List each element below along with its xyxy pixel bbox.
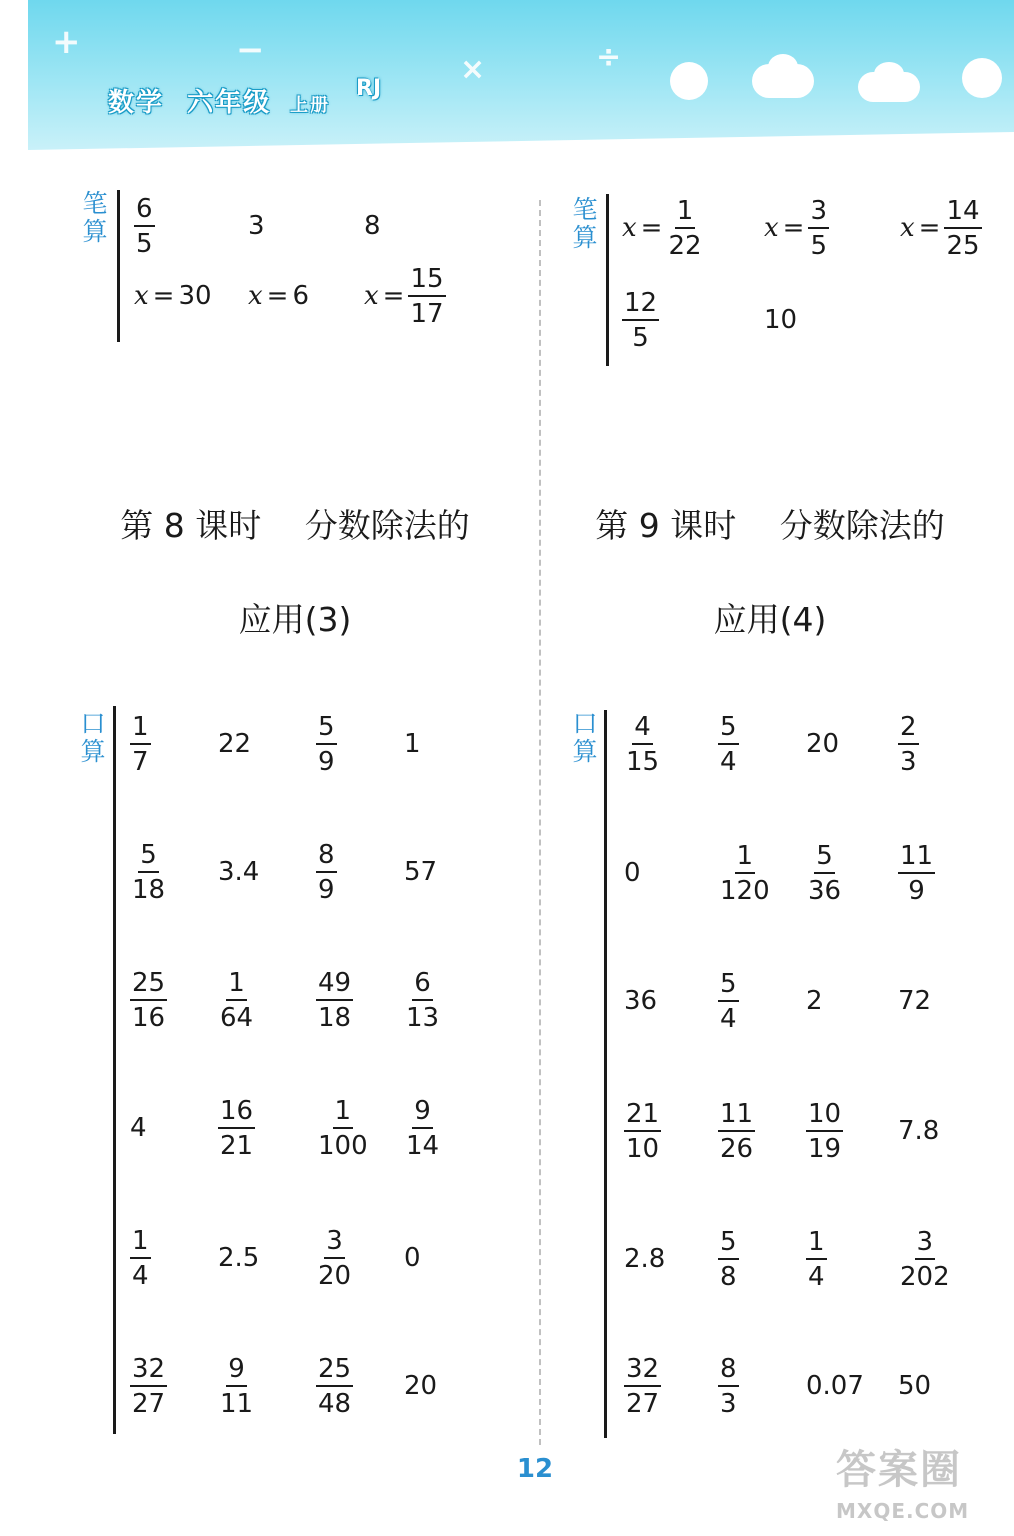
answer-cell [404,832,437,912]
lesson-title: 第 9 课时 分数除法的 [595,506,945,545]
numerator: 11 [718,1101,755,1132]
answer-cell [218,1218,259,1298]
answer-cell [404,960,441,1040]
numerator: 8 [316,842,337,873]
denominator: 120 [720,875,770,906]
numerator: 49 [316,970,353,1001]
numerator: 15 [408,266,445,297]
answer-cell [364,256,446,336]
divide-symbol: ÷ [596,40,622,75]
answer-cell [134,186,155,266]
denominator: 48 [318,1388,352,1419]
answer-cell [404,1346,437,1426]
answer-cell [218,704,251,784]
answer-cell [624,1219,665,1299]
numerator: 1 [226,970,247,1001]
cloud-shape [874,62,904,86]
fraction [624,1098,661,1164]
answer-cell [764,188,829,268]
fraction [408,263,445,329]
plus-symbol: + [52,22,81,62]
answer-value: 4 [130,1113,147,1143]
variable-x: x [248,281,263,311]
answer-cell [316,960,353,1040]
answer-cell [718,833,772,913]
numerator: 1 [130,1228,151,1259]
fraction [316,839,337,905]
bracket-line [604,710,607,1438]
answer-cell [316,1088,370,1168]
numerator: 5 [718,1229,739,1260]
fraction [944,195,981,261]
fraction [316,711,337,777]
equals-sign: = [640,213,663,243]
denominator: 9 [908,875,925,906]
answer-cell [130,704,151,784]
answer-value: 22 [218,729,252,759]
answer-value: 6 [292,281,310,311]
sun-circle [670,62,708,100]
fraction [130,839,167,905]
denominator: 4 [132,1260,149,1291]
answer-value: 20 [806,729,840,759]
variable-x: x [900,213,915,243]
answer-value: 0.07 [806,1371,864,1401]
denominator: 100 [318,1130,368,1161]
answer-cell [404,1088,441,1168]
answer-cell [218,960,255,1040]
answer-cell [718,961,739,1041]
denominator: 5 [136,228,153,259]
fraction [130,1353,167,1419]
answer-cell [718,1219,739,1299]
numerator: 3 [915,1229,936,1260]
fraction [806,1098,843,1164]
answer-cell [622,280,659,360]
fraction [666,195,703,261]
watermark-logo [836,1438,1006,1530]
book-title [108,82,330,119]
answer-cell [218,1346,255,1426]
fraction [718,840,772,906]
numerator: 9 [412,1098,433,1129]
denominator: 27 [132,1388,166,1419]
written-calc-label [80,190,110,246]
denominator: 5 [632,322,649,353]
answer-cell [316,832,337,912]
answer-cell [404,1218,421,1298]
answer-cell [218,1088,255,1168]
answer-cell [898,833,935,913]
watermark-text: 答案圈 [836,1447,962,1493]
answer-value: 30 [178,281,212,311]
answer-cell [130,1088,147,1168]
denominator: 202 [900,1261,950,1292]
cloud-shape [962,58,1002,98]
numerator: 14 [944,198,981,229]
denominator: 3 [720,1388,737,1419]
numerator: 1 [806,1229,827,1260]
answer-cell [806,833,843,913]
lesson-title: 第 8 课时 分数除法的 [120,506,470,545]
fraction [130,711,151,777]
answer-cell [718,1346,739,1426]
answer-cell [806,961,823,1041]
variable-x: x [764,213,779,243]
fraction [218,1095,255,1161]
denominator: 16 [132,1002,166,1033]
denominator: 18 [132,874,166,905]
fraction [718,711,739,777]
answer-value: 36 [624,986,658,1016]
denominator: 25 [946,230,980,261]
answer-value: 0 [624,858,641,888]
denominator: 4 [720,746,737,777]
minus-symbol: − [236,30,265,70]
answer-cell [718,1091,755,1171]
label-char: 口 [80,709,106,738]
oral-calc-label [570,710,600,766]
denominator: 13 [406,1002,440,1033]
fraction [624,1353,661,1419]
equals-sign: = [782,213,805,243]
answer-cell [898,961,931,1041]
answer-cell [806,1346,864,1426]
fraction [316,967,353,1033]
fraction [806,840,843,906]
numerator: 16 [218,1098,255,1129]
numerator: 25 [316,1356,353,1387]
numerator: 6 [134,196,155,227]
answer-cell [900,188,982,268]
denominator: 3 [900,746,917,777]
fraction [130,967,167,1033]
subject-label: 数学 [108,88,165,118]
column-divider [539,200,541,1445]
denominator: 11 [220,1388,254,1419]
label-char: 算 [82,217,108,246]
denominator: 9 [318,874,335,905]
answer-value: 2.8 [624,1244,666,1274]
answer-cell [316,704,337,784]
denominator: 9 [318,746,335,777]
fraction [624,711,661,777]
answer-cell [624,833,641,913]
numerator: 5 [718,714,739,745]
oral-calc-label [78,710,108,766]
numerator: 8 [718,1356,739,1387]
numerator: 25 [130,970,167,1001]
answer-cell [806,704,839,784]
cloud-shape [768,54,798,80]
denominator: 18 [318,1002,352,1033]
numerator: 1 [675,198,696,229]
watermark-url: MXQE.COM [836,1499,970,1523]
fraction [130,1225,151,1291]
fraction [898,840,935,906]
answer-cell [898,1346,931,1426]
answer-value: 1 [404,729,421,759]
denominator: 22 [668,230,702,261]
denominator: 20 [318,1260,352,1291]
fraction [134,193,155,259]
variable-x: x [134,281,149,311]
numerator: 5 [138,842,159,873]
denominator: 14 [406,1130,440,1161]
denominator: 64 [220,1002,254,1033]
label-char: 笔 [82,189,108,218]
answer-cell [130,1346,167,1426]
times-symbol: × [460,52,486,87]
denominator: 36 [808,875,842,906]
fraction [316,1225,353,1291]
lesson-subtitle: 应用(4) [713,600,827,639]
numerator: 5 [814,843,835,874]
page-number: 12 [516,1454,554,1484]
fraction [718,968,739,1034]
equals-sign: = [918,213,941,243]
denominator: 15 [626,746,660,777]
equals-sign: = [152,281,175,311]
fraction [218,1353,255,1419]
numerator: 1 [735,843,756,874]
answer-cell [130,960,167,1040]
fraction [808,195,829,261]
fraction [622,287,659,353]
numerator: 21 [624,1101,661,1132]
answer-cell [624,961,657,1041]
denominator: 4 [720,1003,737,1034]
variable-x: x [622,213,637,243]
answer-cell [404,704,421,784]
answer-cell [130,832,167,912]
fraction [404,1095,441,1161]
fraction [404,967,441,1033]
fraction [218,967,255,1033]
numerator: 3 [324,1228,345,1259]
fraction [718,1226,739,1292]
denominator: 19 [808,1133,842,1164]
label-char: 算 [80,737,106,766]
answer-cell [316,1346,353,1426]
numerator: 32 [624,1356,661,1387]
answer-cell [364,186,381,266]
numerator: 12 [622,290,659,321]
answer-value: 50 [898,1371,932,1401]
label-char: 笔 [572,195,598,224]
variable-x: x [364,281,379,311]
answer-value: 20 [404,1371,438,1401]
fraction [718,1353,739,1419]
numerator: 6 [412,970,433,1001]
denominator: 26 [720,1133,754,1164]
answer-cell [624,1346,661,1426]
written-calc-label [570,196,600,252]
edition-logo: RJ [356,76,382,101]
fraction [898,1226,952,1292]
answer-cell [622,188,704,268]
numerator: 32 [130,1356,167,1387]
denominator: 7 [132,746,149,777]
fraction [806,1226,827,1292]
answer-cell [130,1218,151,1298]
numerator: 10 [806,1101,843,1132]
numerator: 3 [808,198,829,229]
answer-cell [898,704,919,784]
bracket-line [606,194,609,366]
answer-value: 2.5 [218,1243,260,1273]
fraction [316,1353,353,1419]
numerator: 1 [333,1098,354,1129]
answer-value: 3.4 [218,857,260,887]
answer-cell [898,1091,939,1171]
answer-value: 57 [404,857,438,887]
denominator: 10 [626,1133,660,1164]
bracket-line [113,706,116,1434]
lesson-subtitle: 应用(3) [238,600,352,639]
denominator: 17 [410,298,444,329]
answer-cell [898,1219,952,1299]
answer-value: 10 [764,305,798,335]
answer-cell [806,1219,827,1299]
grade-label: 六年级 [187,88,272,118]
answer-cell [806,1091,843,1171]
denominator: 8 [720,1261,737,1292]
volume-label: 上册 [290,95,331,116]
answer-cell [718,704,739,784]
answer-value: 3 [248,211,265,241]
numerator: 2 [898,714,919,745]
numerator: 1 [130,714,151,745]
answer-value: 7.8 [898,1116,940,1146]
fraction [718,1098,755,1164]
label-char: 算 [572,223,598,252]
answer-value: 0 [404,1243,421,1273]
bracket-line [117,190,120,342]
label-char: 口 [572,709,598,738]
answer-cell [248,186,265,266]
answer-cell [248,256,309,336]
denominator: 21 [220,1130,254,1161]
fraction [316,1095,370,1161]
answer-cell [624,1091,661,1171]
denominator: 4 [808,1261,825,1292]
numerator: 9 [226,1356,247,1387]
numerator: 5 [718,971,739,1002]
numerator: 4 [632,714,653,745]
answer-value: 72 [898,986,932,1016]
denominator: 5 [810,230,828,261]
equals-sign: = [382,281,405,311]
answer-cell [624,704,661,784]
answer-value: 2 [806,986,823,1016]
answer-cell [218,832,259,912]
denominator: 27 [626,1388,660,1419]
numerator: 11 [898,843,935,874]
answer-cell [316,1218,353,1298]
answer-value: 8 [364,211,381,241]
answer-cell [134,256,212,336]
equals-sign: = [266,281,289,311]
fraction [898,711,919,777]
answer-cell [764,280,797,360]
numerator: 5 [316,714,337,745]
label-char: 算 [572,737,598,766]
